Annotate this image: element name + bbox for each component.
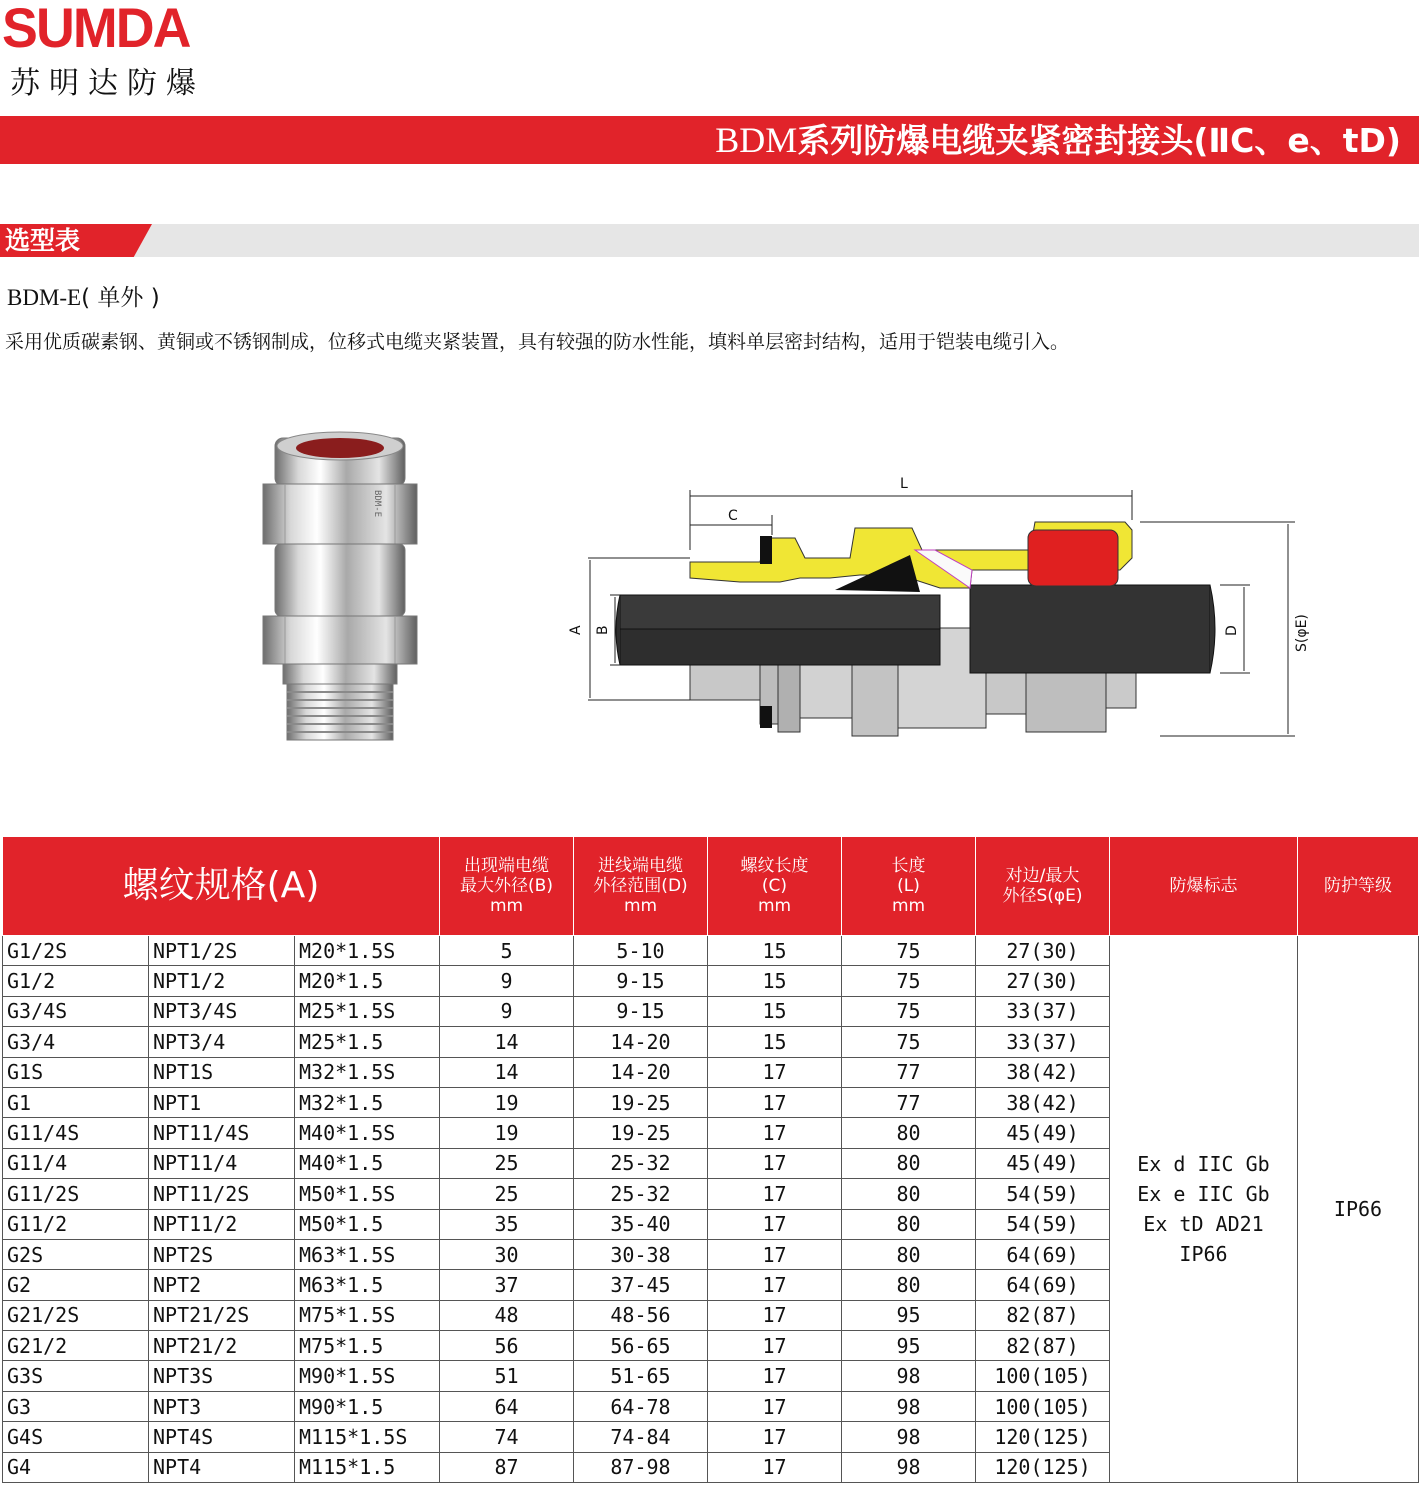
cell-thread-g: G1 (3, 1087, 149, 1117)
cell-thread-length: 17 (708, 1361, 842, 1391)
cell-thread-length: 17 (708, 1087, 842, 1117)
dim-label-S: S(φE) (1294, 614, 1310, 652)
page-title (715, 119, 1401, 162)
cell-length: 80 (842, 1118, 976, 1148)
cell-thread-m: M32*1.5 (295, 1087, 440, 1117)
cell-length: 98 (842, 1452, 976, 1482)
cell-thread-g: G1S (3, 1057, 149, 1087)
cell-thread-npt: NPT4S (149, 1422, 295, 1452)
cell-thread-m: M40*1.5 (295, 1148, 440, 1178)
cell-thread-npt: NPT1 (149, 1087, 295, 1117)
cell-inlet-range: 25-32 (574, 1148, 708, 1178)
cell-inlet-range: 25-32 (574, 1179, 708, 1209)
cell-inlet-range: 87-98 (574, 1452, 708, 1482)
title-main: 系列防爆电缆夹紧密封接头(ⅡC、e、tD) (797, 121, 1401, 160)
cell-outlet-max: 25 (440, 1179, 574, 1209)
cell-across-flats: 54(59) (976, 1179, 1110, 1209)
cell-outlet-max: 48 (440, 1300, 574, 1330)
cell-inlet-range: 14-20 (574, 1057, 708, 1087)
cell-inlet-range: 14-20 (574, 1027, 708, 1057)
cell-thread-g: G2 (3, 1270, 149, 1300)
cell-thread-npt: NPT1/2S (149, 936, 295, 966)
brand-logo (2, 0, 205, 102)
cell-thread-length: 17 (708, 1148, 842, 1178)
cell-outlet-max: 35 (440, 1209, 574, 1239)
cell-length: 75 (842, 936, 976, 966)
cell-thread-m: M63*1.5 (295, 1270, 440, 1300)
cell-thread-g: G3/4S (3, 996, 149, 1026)
cell-thread-g: G4S (3, 1422, 149, 1452)
cell-thread-length: 15 (708, 966, 842, 996)
cell-thread-length: 17 (708, 1118, 842, 1148)
cell-length: 80 (842, 1239, 976, 1269)
selection-table (2, 836, 1419, 1483)
cell-inlet-range: 48-56 (574, 1300, 708, 1330)
cell-length: 95 (842, 1300, 976, 1330)
cell-inlet-range: 19-25 (574, 1118, 708, 1148)
cell-across-flats: 64(69) (976, 1270, 1110, 1300)
cell-length: 80 (842, 1270, 976, 1300)
cell-protection: IP66 (1298, 936, 1419, 1483)
cell-thread-npt: NPT11/2S (149, 1179, 295, 1209)
cell-length: 95 (842, 1331, 976, 1361)
product-description: 采用优质碳素钢、黄铜或不锈钢制成，位移式电缆夹紧装置，具有较强的防水性能，填料单层密封结构，适用于铠装电缆引入。 (5, 331, 1070, 353)
cell-thread-npt: NPT2S (149, 1239, 295, 1269)
cell-thread-g: G21/2S (3, 1300, 149, 1330)
cell-thread-length: 17 (708, 1057, 842, 1087)
cell-thread-m: M50*1.5 (295, 1209, 440, 1239)
cell-thread-npt: NPT4 (149, 1452, 295, 1482)
header-thread: 螺纹规格(A) (3, 837, 440, 936)
cell-thread-length: 15 (708, 1027, 842, 1057)
cell-across-flats: 82(87) (976, 1331, 1110, 1361)
cell-thread-m: M25*1.5 (295, 1027, 440, 1057)
cell-inlet-range: 35-40 (574, 1209, 708, 1239)
cell-thread-length: 17 (708, 1331, 842, 1361)
cell-outlet-max: 87 (440, 1452, 574, 1482)
cell-outlet-max: 5 (440, 936, 574, 966)
cell-outlet-max: 14 (440, 1057, 574, 1087)
cell-thread-m: M115*1.5 (295, 1452, 440, 1482)
cell-length: 80 (842, 1209, 976, 1239)
cell-thread-length: 15 (708, 936, 842, 966)
cell-length: 80 (842, 1148, 976, 1178)
logo-wordmark: SUMDA (2, 0, 190, 59)
cell-outlet-max: 74 (440, 1422, 574, 1452)
cell-thread-npt: NPT11/4 (149, 1148, 295, 1178)
cell-thread-g: G11/2 (3, 1209, 149, 1239)
cell-thread-npt: NPT3S (149, 1361, 295, 1391)
cell-thread-m: M90*1.5 (295, 1391, 440, 1421)
cell-length: 77 (842, 1087, 976, 1117)
cell-thread-m: M63*1.5S (295, 1239, 440, 1269)
cell-outlet-max: 19 (440, 1087, 574, 1117)
table-body (3, 936, 1419, 1483)
dim-label-C: C (728, 508, 738, 524)
cell-thread-m: M115*1.5S (295, 1422, 440, 1452)
photo-engraving: BDM-E (372, 490, 382, 518)
cell-thread-npt: NPT11/4S (149, 1118, 295, 1148)
cell-thread-length: 17 (708, 1422, 842, 1452)
product-photo (255, 428, 425, 748)
cell-thread-g: G1/2 (3, 966, 149, 996)
cell-length: 75 (842, 996, 976, 1026)
cell-length: 75 (842, 1027, 976, 1057)
cell-inlet-range: 5-10 (574, 936, 708, 966)
dim-label-L: L (900, 476, 908, 492)
cell-thread-g: G11/4 (3, 1148, 149, 1178)
cell-thread-g: G2S (3, 1239, 149, 1269)
cell-thread-length: 17 (708, 1209, 842, 1239)
cell-thread-g: G1/2S (3, 936, 149, 966)
cell-thread-npt: NPT1/2 (149, 966, 295, 996)
cell-length: 75 (842, 966, 976, 996)
cell-outlet-max: 14 (440, 1027, 574, 1057)
cell-inlet-range: 74-84 (574, 1422, 708, 1452)
cell-thread-npt: NPT3 (149, 1391, 295, 1421)
cell-inlet-range: 37-45 (574, 1270, 708, 1300)
cell-thread-m: M20*1.5 (295, 966, 440, 996)
cell-inlet-range: 64-78 (574, 1391, 708, 1421)
section-header (0, 224, 1419, 257)
technical-drawing (560, 470, 1360, 750)
cell-across-flats: 100(105) (976, 1361, 1110, 1391)
header-protection: 防护等级 (1298, 837, 1419, 936)
cell-across-flats: 45(49) (976, 1118, 1110, 1148)
brand-name-cn: 苏明达防爆 (10, 66, 205, 101)
cell-thread-npt: NPT11/2 (149, 1209, 295, 1239)
section-label: 选型表 (5, 226, 81, 255)
model-code: BDM-E (7, 285, 82, 310)
title-bar (0, 116, 1419, 164)
table-row (3, 936, 1419, 966)
dim-label-D: D (1224, 625, 1240, 636)
cell-length: 77 (842, 1057, 976, 1087)
cell-thread-g: G21/2 (3, 1331, 149, 1361)
cell-length: 98 (842, 1391, 976, 1421)
header-ex-mark: 防爆标志 (1110, 837, 1298, 936)
cell-thread-npt: NPT1S (149, 1057, 295, 1087)
cell-across-flats: 27(30) (976, 936, 1110, 966)
cell-thread-npt: NPT2 (149, 1270, 295, 1300)
cell-across-flats: 33(37) (976, 996, 1110, 1026)
cell-thread-length: 17 (708, 1179, 842, 1209)
cell-thread-m: M75*1.5 (295, 1331, 440, 1361)
table-header-row (3, 837, 1419, 936)
cell-length: 98 (842, 1361, 976, 1391)
cell-inlet-range: 9-15 (574, 996, 708, 1026)
cell-outlet-max: 30 (440, 1239, 574, 1269)
model-variant: ( 单外 ) (81, 285, 160, 311)
cell-thread-g: G11/2S (3, 1179, 149, 1209)
cell-thread-m: M25*1.5S (295, 996, 440, 1026)
cell-inlet-range: 56-65 (574, 1331, 708, 1361)
cell-thread-m: M90*1.5S (295, 1361, 440, 1391)
cell-across-flats: 82(87) (976, 1300, 1110, 1330)
cell-thread-g: G3S (3, 1361, 149, 1391)
cell-outlet-max: 51 (440, 1361, 574, 1391)
cell-inlet-range: 9-15 (574, 966, 708, 996)
cell-across-flats: 27(30) (976, 966, 1110, 996)
model-heading (7, 283, 160, 313)
header-inlet: 进线端电缆 外径范围(D) mm (574, 837, 708, 936)
cell-inlet-range: 51-65 (574, 1361, 708, 1391)
cell-thread-g: G4 (3, 1452, 149, 1482)
cell-thread-length: 17 (708, 1391, 842, 1421)
cell-outlet-max: 56 (440, 1331, 574, 1361)
cell-thread-length: 17 (708, 1452, 842, 1482)
cell-across-flats: 33(37) (976, 1027, 1110, 1057)
cell-thread-m: M40*1.5S (295, 1118, 440, 1148)
cell-thread-npt: NPT3/4S (149, 996, 295, 1026)
cell-inlet-range: 30-38 (574, 1239, 708, 1269)
cell-outlet-max: 9 (440, 966, 574, 996)
cell-outlet-max: 19 (440, 1118, 574, 1148)
cell-across-flats: 100(105) (976, 1391, 1110, 1421)
cell-thread-g: G3 (3, 1391, 149, 1421)
cell-across-flats: 38(42) (976, 1057, 1110, 1087)
cell-thread-npt: NPT21/2S (149, 1300, 295, 1330)
cell-thread-g: G3/4 (3, 1027, 149, 1057)
cell-thread-length: 17 (708, 1300, 842, 1330)
cell-ex-mark: Ex d IIC Gb Ex e IIC Gb Ex tD AD21 IP66 (1110, 936, 1298, 1483)
cell-length: 98 (842, 1422, 976, 1452)
header-across-flats: 对边/最大 外径S(φE) (976, 837, 1110, 936)
cell-across-flats: 54(59) (976, 1209, 1110, 1239)
header-thread-length: 螺纹长度 (C) mm (708, 837, 842, 936)
cell-outlet-max: 64 (440, 1391, 574, 1421)
cell-thread-m: M50*1.5S (295, 1179, 440, 1209)
cell-length: 80 (842, 1179, 976, 1209)
cell-across-flats: 120(125) (976, 1452, 1110, 1482)
cell-thread-npt: NPT21/2 (149, 1331, 295, 1361)
cell-across-flats: 45(49) (976, 1148, 1110, 1178)
header-length: 长度 (L) mm (842, 837, 976, 936)
cell-thread-length: 17 (708, 1239, 842, 1269)
cell-across-flats: 64(69) (976, 1239, 1110, 1269)
cell-thread-length: 17 (708, 1270, 842, 1300)
cell-inlet-range: 19-25 (574, 1087, 708, 1117)
cell-outlet-max: 9 (440, 996, 574, 1026)
cell-across-flats: 120(125) (976, 1422, 1110, 1452)
dim-label-B: B (595, 625, 611, 635)
dim-label-A: A (568, 625, 584, 635)
cell-across-flats: 38(42) (976, 1087, 1110, 1117)
cell-thread-m: M20*1.5S (295, 936, 440, 966)
cell-thread-length: 15 (708, 996, 842, 1026)
cell-outlet-max: 37 (440, 1270, 574, 1300)
cell-outlet-max: 25 (440, 1148, 574, 1178)
cell-thread-m: M75*1.5S (295, 1300, 440, 1330)
cell-thread-g: G11/4S (3, 1118, 149, 1148)
cell-thread-npt: NPT3/4 (149, 1027, 295, 1057)
title-prefix: BDM (715, 120, 798, 160)
header-outlet: 出现端电缆 最大外径(B) mm (440, 837, 574, 936)
cell-thread-m: M32*1.5S (295, 1057, 440, 1087)
